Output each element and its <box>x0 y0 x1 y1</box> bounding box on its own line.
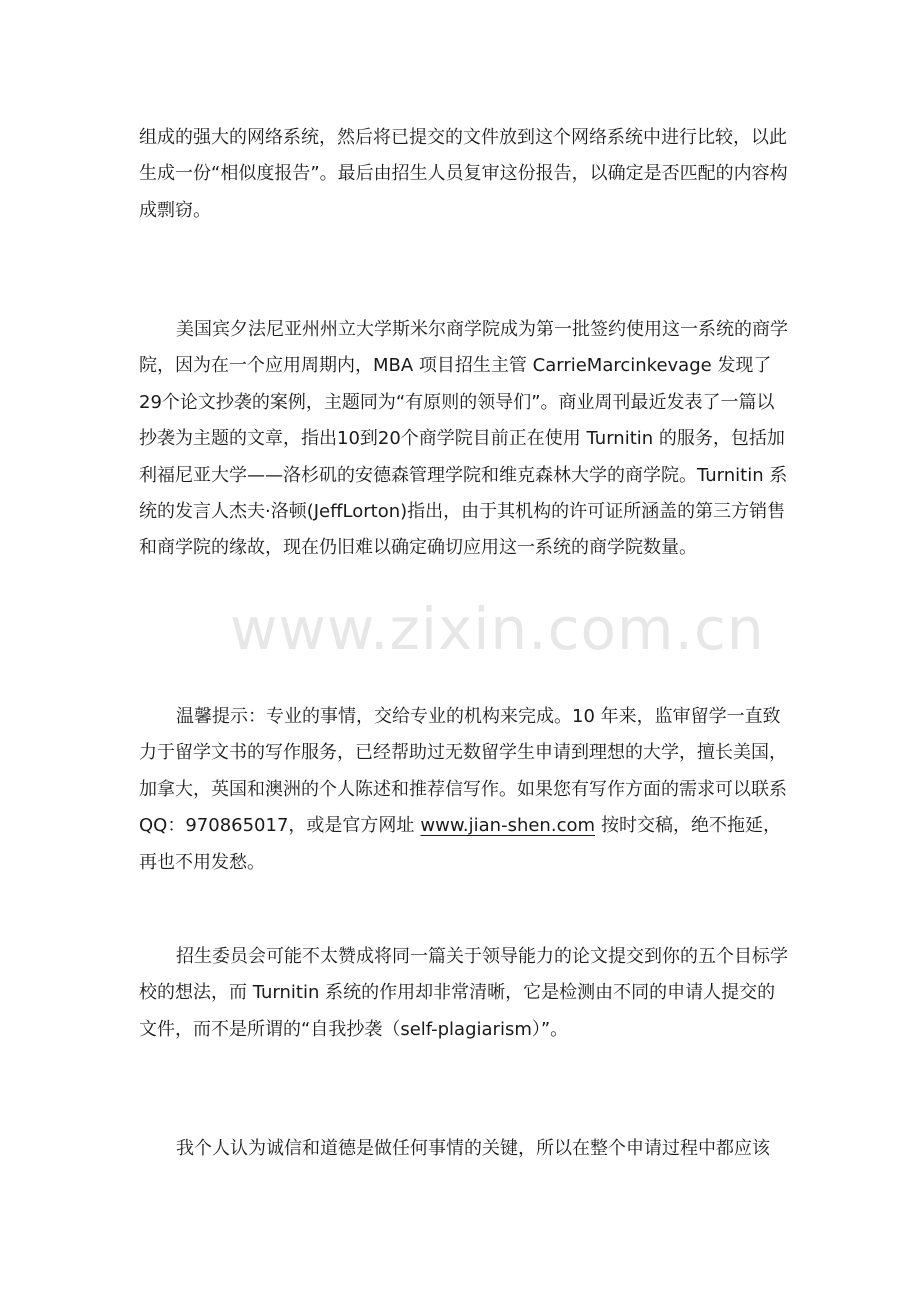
website-link[interactable]: www.jian-shen.com <box>420 815 596 837</box>
paragraph-5: 我个人认为诚信和道德是做任何事情的关键，所以在整个申请过程中都应该 <box>176 1138 770 1159</box>
paragraph-3-text-end: 按时交稿，绝不拖延，再也不用发愁。 <box>139 815 782 873</box>
paragraph-2: 美国宾夕法尼亚州州立大学斯米尔商学院成为第一批签约使用这一系统的商学院，因为在一个应用周期内，MBA 项目招生主管 CarrieMarcinkevage 发现了29个论文抄袭的案例，主题同为“有原则的领导们”。商业周刊最近发表了一篇以抄袭为主题的文章，指出10到20个商学院目前正在使用 Turnitin 的服务，包括加利福尼亚大学——洛杉矶的安德森管理学院和维克森林大学的商学院。Turnitin 系统的发言人杰夫·洛顿(JeffLorton)指出，由于其机构的许可证所涵盖的第三方销售和商学院的缘故，现在仍旧难以确定确切应用这一系统的商学院数量。 <box>139 319 788 559</box>
paragraph-1: 组成的强大的网络系统，然后将已提交的文件放到这个网络系统中进行比较，以此生成一份“相似度报告”。最后由招生人员复审这份报告，以确定是否匹配的内容构成剽窃。 <box>139 127 788 221</box>
paragraph-3-text: 温馨提示：专业的事情，交给专业的机构来完成。10 年来，监审留学一直致力于留学文书的写作服务，已经帮助过无数留学生申请到理想的大学，擅长美国，加拿大，英国和澳洲的个人陈述和推荐信写作。如果您有写作方面的需求可以联系 QQ：970865017，或是官方网址 <box>139 706 787 837</box>
paragraph-4: 招生委员会可能不太赞成将同一篇关于领导能力的论文提交到你的五个目标学校的想法，而 Turnitin 系统的作用却非常清晰，它是检测由不同的申请人提交的文件，而不是所谓的“自我抄袭（self-plagiarism）”。 <box>139 946 788 1040</box>
watermark-text: www.zixin.com.cn <box>230 595 765 663</box>
paragraph-3 <box>139 699 789 881</box>
